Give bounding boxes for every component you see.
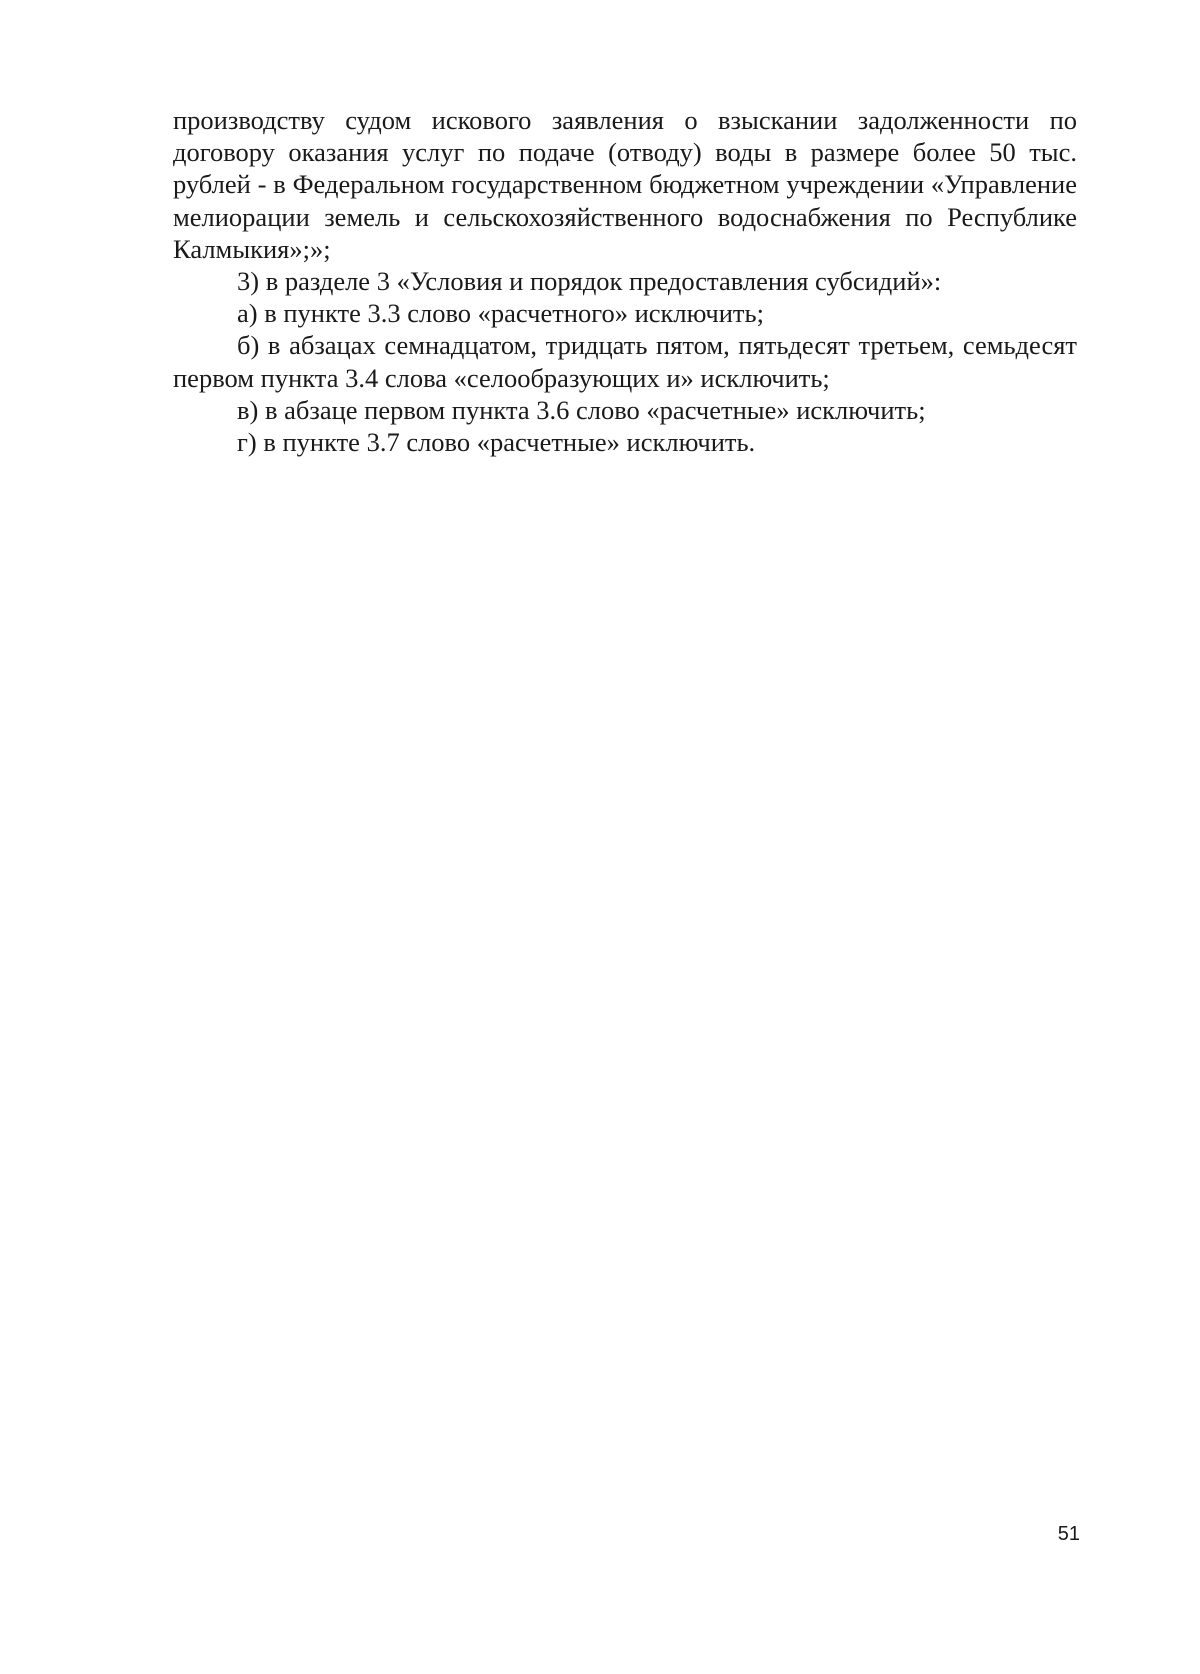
- page-number: 51: [1057, 1523, 1080, 1545]
- paragraph-continuation: производству судом искового заявления о взыскании задолженности по договору оказания услуг по подаче (отводу) воды в размере более 50 тыс. рублей - в Федеральном государственном бюджетном учреждении «Управление мелиорации земель и сельскохозяйственного водоснабжения по Республике Калмыкия»;»;: [173, 105, 1077, 264]
- paragraph-item-g: г) в пункте 3.7 слово «расчетные» исключить.: [237, 427, 756, 458]
- document-body: [173, 104, 1077, 458]
- paragraph-item-b: б) в абзацах семнадцатом, тридцать пятом, пятьдесят третьем, семьдесят первом пункта 3.4 слова «селообразующих и» исключить;: [173, 330, 1077, 393]
- paragraph-item-a: а) в пункте 3.3 слово «расчетного» исключить;: [237, 298, 764, 329]
- paragraph-section-3: 3) в разделе 3 «Условия и порядок предоставления субсидий»:: [237, 266, 942, 297]
- paragraph-item-v: в) в абзаце первом пункта 3.6 слово «расчетные» исключить;: [237, 394, 926, 425]
